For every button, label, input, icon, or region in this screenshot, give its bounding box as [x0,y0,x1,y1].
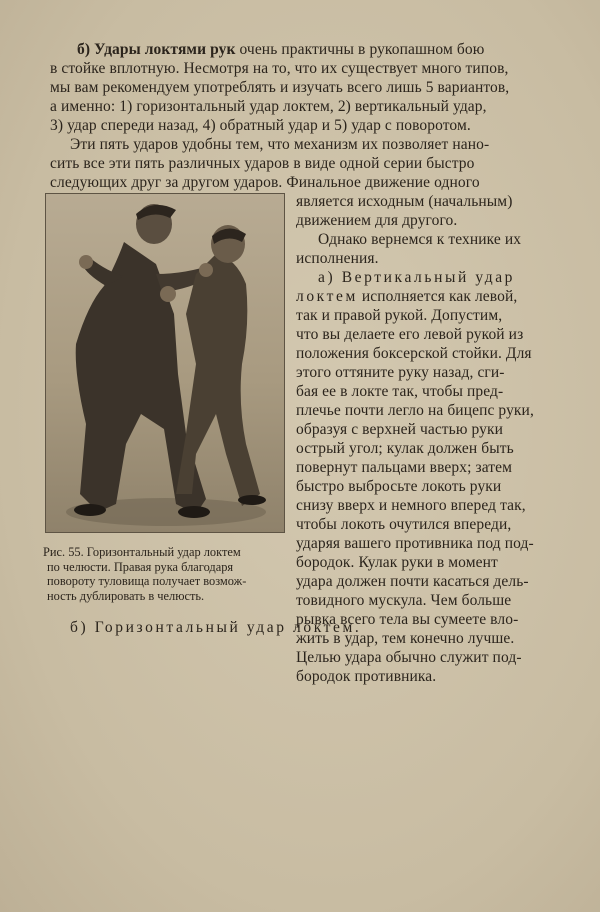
text-line: бородок противника. [296,668,437,685]
text-fragment: как левой, [448,288,518,305]
text-line: а именно: 1) горизонтальный удар локтем, 2) вертикальный удар, [50,98,487,115]
text-line: исполнения. [296,250,379,267]
text-line: образуя с верхней частью руки [296,421,504,438]
text-line: Целью удара обычно служит под- [296,649,522,666]
text-line: чтобы локоть очутился впереди, [296,516,512,533]
caption-line: ность дублировать в челюсть. [47,588,205,603]
text-line: рывка всего тела вы сумеете вло- [296,611,519,628]
text-line: повернут пальцами вверх; затем [296,459,513,476]
text-line: движением для другого. [296,212,458,229]
text-line: удара должен почти касаться дель- [296,573,529,590]
text-line: является исходным (начальным) [296,193,513,210]
subhead-horizontal: б) Горизонтальный удар локтем. [70,619,362,636]
text-line: в стойке вплотную. Несмотря на то, что их существует много типов, [50,60,509,77]
text-line: этого оттяните руку назад, сги- [296,364,505,381]
wrestlers-illustration [46,194,284,532]
text-line: Эти пять ударов удобны тем, что механизм их позволяет нано- [70,136,490,153]
text-line: бородок. Кулак руки в момент [296,554,498,571]
caption-line: по челюсти. Правая рука благодаря [47,559,234,574]
text-line [296,287,517,306]
text-line: сить все эти пять различных ударов в виде одной серии быстро [50,155,475,172]
text-line: следующих друг за другом ударов. Финальное движение одного [50,174,480,191]
caption-line: повороту туловища получает возмож- [47,574,247,589]
text-line: плечье почти легло на бицепс руки, [296,402,534,419]
text-line: Однако вернемся к технике их [318,231,522,248]
text-line: бая ее в локте так, чтобы пред- [296,383,504,400]
text-line: 3) удар спереди назад, 4) обратный удар и 5) удар с поворотом. [50,117,471,134]
text-fragment: исполняется [361,288,445,305]
subhead-vertical-cont: локтем [296,288,358,305]
text-line: жить в удар, тем конечно лучше. [296,630,515,647]
heading-line-rest: очень практичны в рукопашном бою [239,41,485,58]
text-line: положения боксерской стойки. Для [296,345,532,362]
section-heading: б) Удары локтями рук [77,41,236,58]
text-line: ударяя вашего противника под под- [296,535,534,552]
text-line: острый угол; кулак должен быть [296,440,514,457]
text-line: мы вам рекомендуем употреблять и изучать всего лишь 5 вариантов, [50,79,510,96]
caption-line: Рис. 55. Горизонтальный удар локтем [43,545,241,559]
figure-photo [45,193,285,533]
text-line: так и правой рукой. Допустим, [296,307,503,324]
text-line: снизу вверх и немного вперед так, [296,497,526,514]
figure-caption [43,545,289,603]
text-line [70,618,361,637]
text-line: быстро выбросьте локоть руки [296,478,502,495]
subhead-vertical: а) Вертикальный удар [318,269,516,286]
text-line: товидного мускула. Чем больше [296,592,512,609]
text-line: что вы делаете его левой рукой из [296,326,524,343]
section-heading-line [77,40,484,59]
